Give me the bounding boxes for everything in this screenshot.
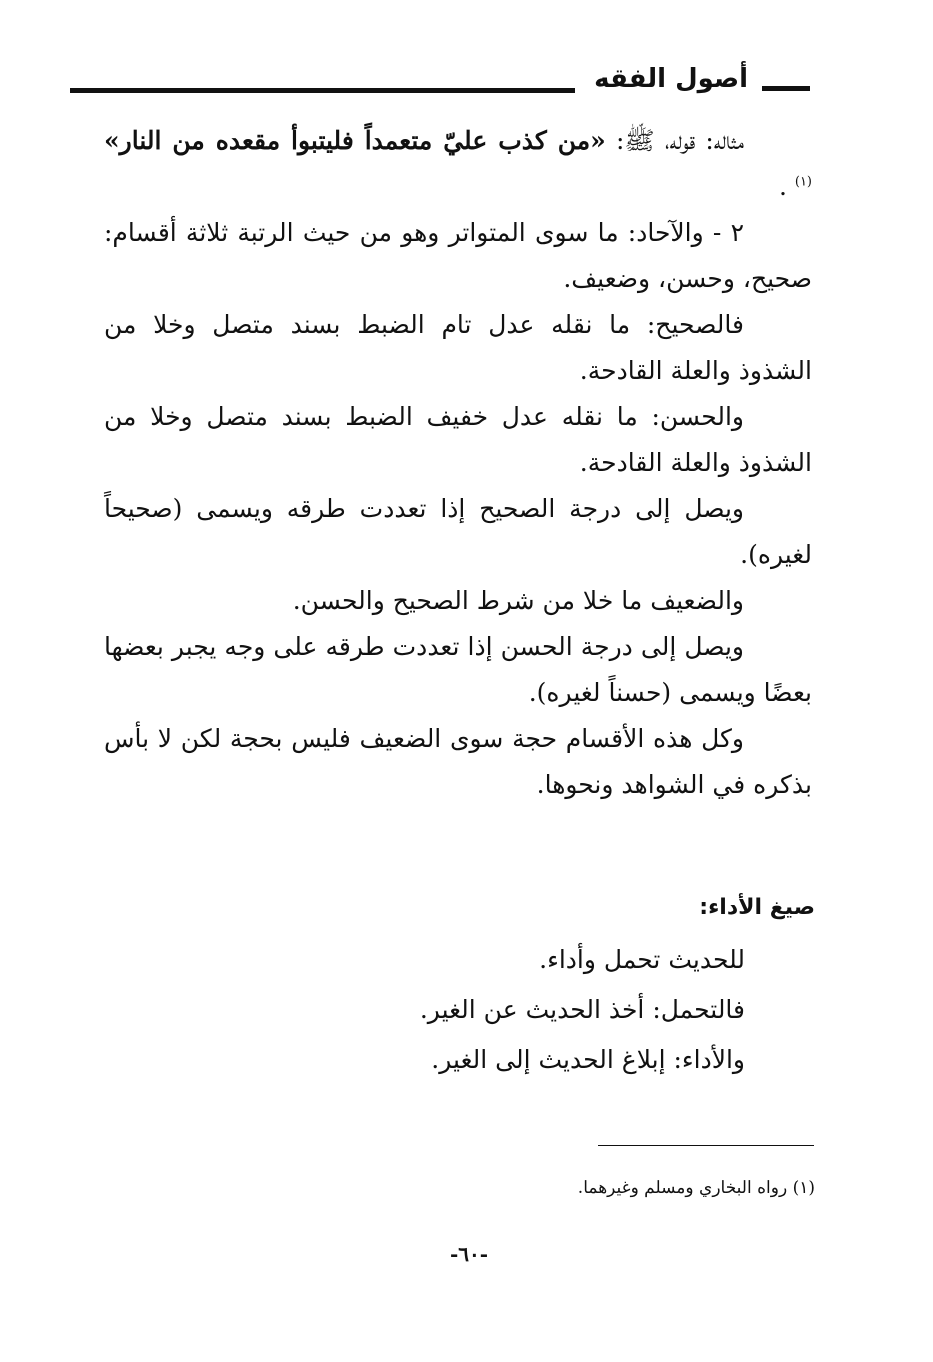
section-definitions bbox=[420, 935, 745, 1085]
header-title: أصول الفقه bbox=[594, 64, 748, 94]
paragraph-sahih: فالصحيح: ما نقله عدل تام الضبط بسند متصل وخلا من الشذوذ والعلة القادحة. bbox=[104, 310, 812, 385]
paragraph-sahih-lighairihi: ويصل إلى درجة الصحيح إذا تعددت طرقه ويسمى (صحيحاً لغيره). bbox=[104, 494, 812, 569]
footnote-separator bbox=[598, 1145, 814, 1146]
example-intro: مثاله: قوله، ﷺ: bbox=[605, 126, 745, 155]
section-title: صيغ الأداء: bbox=[699, 895, 815, 920]
footnote: (١) رواه البخاري ومسلم وغيرهما. bbox=[577, 1178, 815, 1198]
main-text bbox=[104, 118, 812, 808]
footnote-reference: (١) bbox=[794, 174, 812, 190]
paragraph-example bbox=[104, 118, 812, 210]
paragraph-hasan: والحسن: ما نقله عدل خفيف الضبط بسند متصل وخلا من الشذوذ والعلة القادحة. bbox=[104, 402, 812, 477]
running-header bbox=[70, 62, 810, 106]
paragraph-hujjah: وكل هذه الأقسام حجة سوى الضعيف فليس بحجة لكن لا بأس بذكره في الشواهد ونحوها. bbox=[104, 724, 812, 799]
paragraph-ahad: ٢ - والآحاد: ما سوى المتواتر وهو من حيث الرتبة ثلاثة أقسام: صحيح، وحسن، وضعيف. bbox=[104, 218, 812, 293]
paragraph-daif: والضعيف ما خلا من شرط الصحيح والحسن. bbox=[292, 586, 744, 615]
header-dash bbox=[762, 86, 810, 91]
page-number: -٦٠- bbox=[449, 1242, 489, 1266]
definition-line: والأداء: إبلاغ الحديث إلى الغير. bbox=[431, 1045, 745, 1074]
hadith-quote: «من كذب عليّ متعمداً فليتبوأ مقعده من النار» bbox=[104, 126, 606, 155]
header-rule bbox=[70, 88, 575, 93]
definition-line: للحديث تحمل وأداء. bbox=[539, 945, 745, 974]
definition-line: فالتحمل: أخذ الحديث عن الغير. bbox=[419, 995, 745, 1024]
paragraph-hasan-lighairihi: ويصل إلى درجة الحسن إذا تعددت طرقه على وجه يجبر بعضها بعضًا ويسمى (حسناً لغيره). bbox=[104, 632, 812, 707]
example-end: . bbox=[778, 172, 795, 201]
